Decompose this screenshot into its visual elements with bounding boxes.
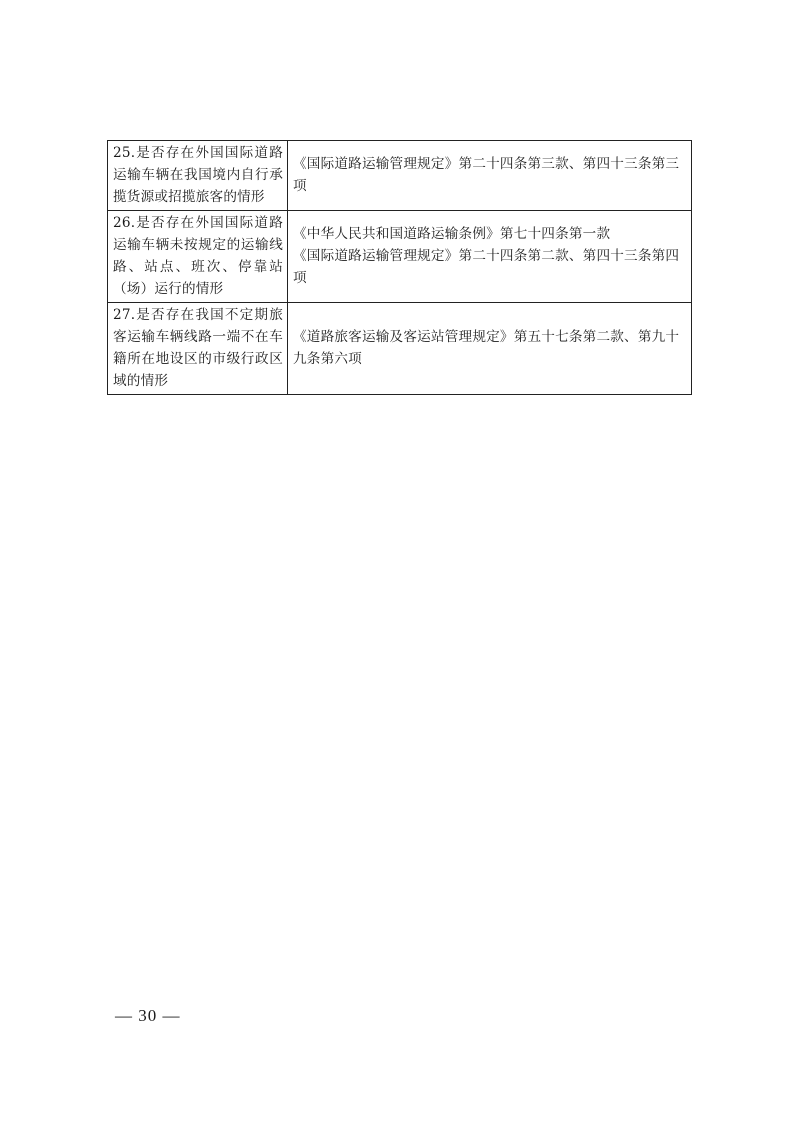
page-number: — 30 — — [115, 1006, 181, 1025]
check-item-cell: 26.是否存在外国国际道路运输车辆未按规定的运输线路、站点、班次、停靠站（场）运行的情形 — [108, 211, 288, 303]
check-item-cell: 25.是否存在外国国际道路运输车辆在我国境内自行承揽货源或招揽旅客的情形 — [108, 141, 288, 211]
legal-basis-line: 《中华人民共和国道路运输条例》第七十四条第一款 — [293, 226, 611, 242]
table-row — [108, 211, 692, 303]
table-row — [108, 141, 692, 211]
legal-basis-line: 《国际道路运输管理规定》第二十四条第二款、第四十三条第四项 — [293, 248, 680, 286]
legal-basis-cell — [288, 211, 692, 303]
table-row — [108, 303, 692, 395]
check-item-cell: 27.是否存在我国不定期旅客运输车辆线路一端不在车籍所在地设区的市级行政区域的情形 — [108, 303, 288, 395]
regulation-table — [107, 140, 692, 395]
legal-basis-line: 《道路旅客运输及客运站管理规定》第五十七条第二款、第九十九条第六项 — [293, 329, 680, 367]
legal-basis-line: 《国际道路运输管理规定》第二十四条第三款、第四十三条第三项 — [293, 156, 680, 194]
legal-basis-cell — [288, 141, 692, 211]
legal-basis-cell — [288, 303, 692, 395]
